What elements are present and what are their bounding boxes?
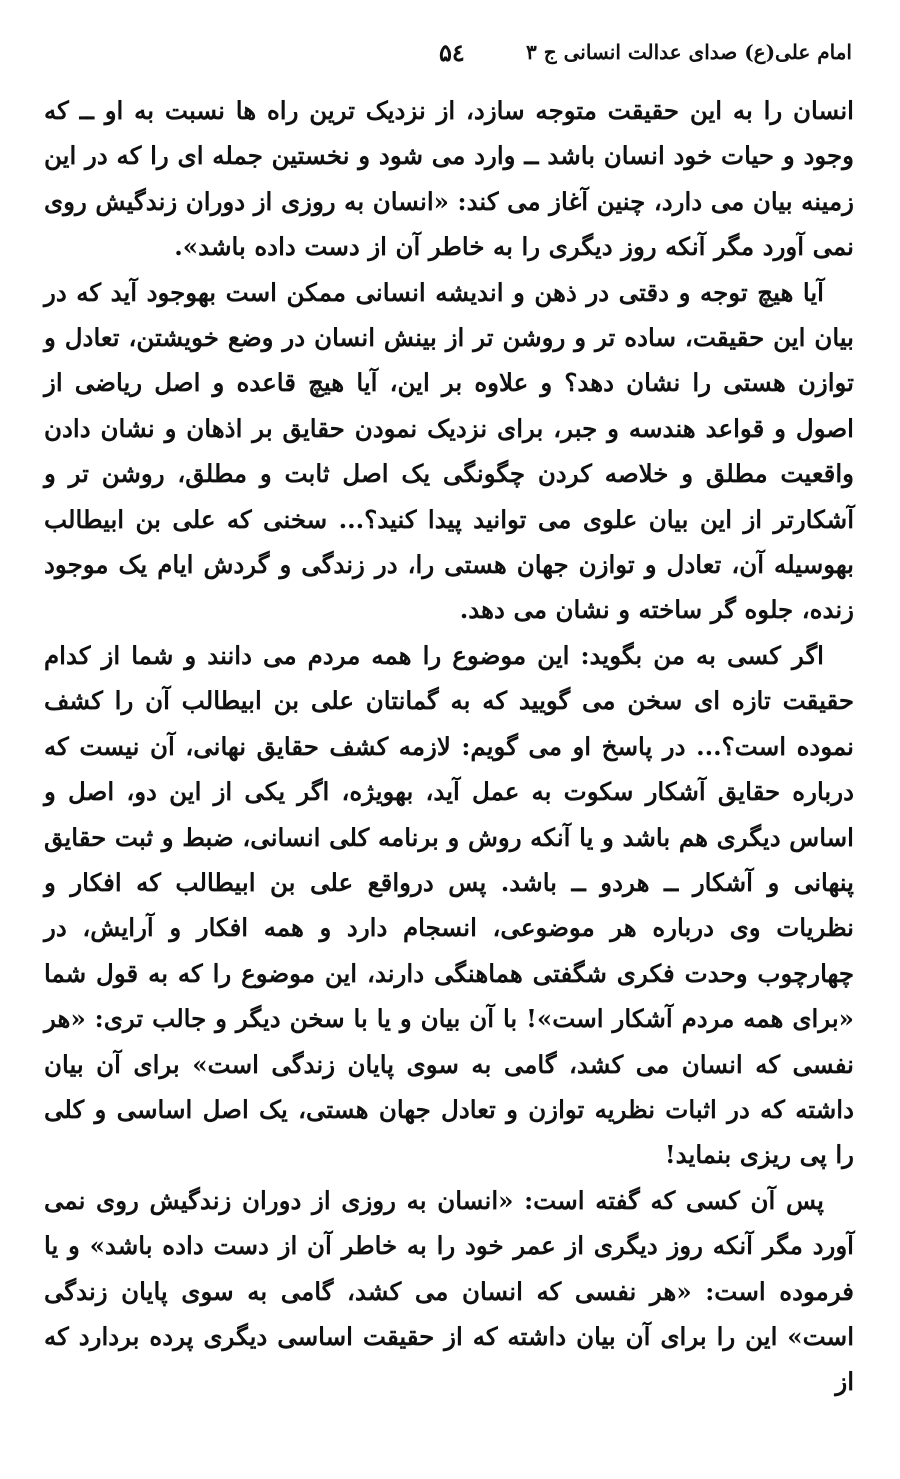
paragraph-1: انسان را به این حقیقت متوجه سازد، از نزدیک ترین راه ها نسبت به او ــ که وجود و حیات خود انسان باشد ــ وارد می شود و نخستین جمله ای را که در این زمینه بیان می دارد، چنین آغاز می کند: «انسان به روزی از دوران زندگیش روی نمی آورد مگر آنکه روز دیگری را به خاطر آن از دست داده باشد». <box>44 96 854 262</box>
running-title: امام علی(ع) صدای عدالت انسانی ج ۳ <box>526 40 852 64</box>
page-number: ۵٤ <box>439 38 465 67</box>
paragraph-3: اگر کسی به من بگوید: این موضوع را همه مردم می دانند و شما از کدام حقیقت تازه ای سخن می گویید که به گمانتان علی بن ابیطالب آن را کشف نموده است؟... در پاسخ او می گویم: لازمه کشف حقایق نهانی، آن نیست که درباره حقایق آشکار سکوت به عمل آید، بهویژه، اگر یکی از این دو، اصل و اساس دیگری هم باشد و یا آنکه روش و برنامه کلی انسانی، ضبط و ثبت حقایق پنهانی و آشکار ــ هردو ــ باشد. پس درواقع علی بن ابیطالب که افکار و نظریات وی درباره هر موضوعی، انسجام دارد و همه افکار و آرایش، در چهارچوب وحدت فکری شگفتی هماهنگی دارند، این موضوع را که به قول شما «برای همه مردم آشکار است»! با آن بیان و یا با سخن دیگر و جالب تری: «هر نفسی که انسان می کشد، گامی به سوی پایان زندگی است» برای آن بیان داشته که در اثبات نظریه توازن و تعادل جهان هستی، یک اصل اساسی و کلی را پی ریزی بنماید! <box>44 640 854 1170</box>
page-header <box>44 38 856 72</box>
paragraph-4: پس آن کسی که گفته است: «انسان به روزی از دوران زندگیش روی نمی آورد مگر آنکه روز دیگری از عمر خود را به خاطر آن از دست داده باشد» و یا فرموده است: «هر نفسی که انسان می کشد، گامی به سوی پایان زندگی است» این را برای آن بیان داشته که از حقیقت اساسی دیگری پرده بردارد که از <box>44 1185 854 1397</box>
paragraph-2: آیا هیچ توجه و دقتی در ذهن و اندیشه انسانی ممکن است بهوجود آید که در بیان این حقیقت، ساده تر و روشن تر از بینش انسان در وضع خویشتن، تعادل و توازن هستی را نشان دهد؟ و علاوه بر این، آیا هیچ قاعده و اصل ریاضی از اصول و قواعد هندسه و جبر، برای نزدیک نمودن حقایق بر اذهان و نشان دادن واقعیت مطلق و خلاصه کردن چگونگی یک اصل ثابت و مطلق، روشن تر و آشکارتر از این بیان علوی می توانید پیدا کنید؟... سخنی که علی بن ابیطالب بهوسیله آن، تعادل و توازن جهان هستی را، در زندگی و گردش ایام یک موجود زنده، جلوه گر ساخته و نشان می دهد. <box>44 277 854 625</box>
body-text <box>44 88 854 1405</box>
